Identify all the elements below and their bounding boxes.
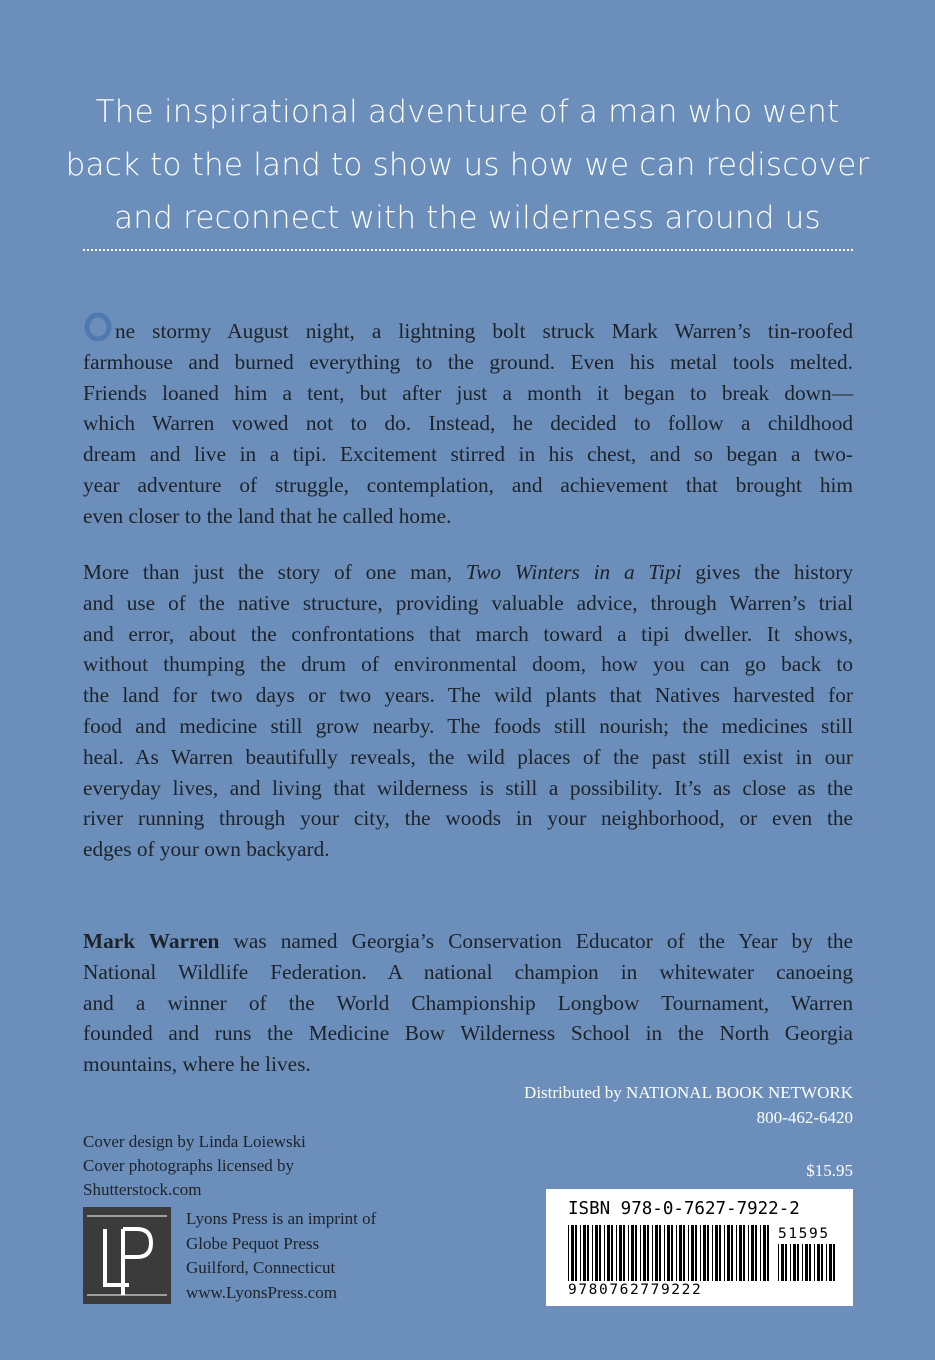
barcode-bar — [802, 1244, 803, 1281]
barcode-bar — [724, 1225, 725, 1281]
barcode-bar — [659, 1225, 661, 1281]
paragraph-line: and use of the native structure, providing valuable advice, through Warren’s trial — [83, 590, 853, 615]
barcode-bar — [700, 1225, 701, 1281]
barcode-bar — [817, 1244, 820, 1281]
barcode-bar — [679, 1225, 682, 1281]
paragraph-line: mountains, where he lives. — [83, 1052, 311, 1077]
barcode-bar — [805, 1244, 808, 1281]
barcode-bar — [712, 1225, 713, 1281]
barcode-bar — [781, 1244, 784, 1281]
paragraph-line: Friends loaned him a tent, but after just a month it began to break down— — [83, 380, 853, 405]
description-paragraph-2 — [83, 557, 853, 865]
barcode-bar — [790, 1244, 791, 1281]
publisher-info — [186, 1207, 376, 1305]
barcode-bar — [607, 1225, 610, 1281]
barcode-bar — [703, 1225, 706, 1281]
author-bio — [83, 926, 853, 1080]
barcode-bar — [592, 1225, 593, 1281]
barcode-bar — [652, 1225, 653, 1281]
barcode-bar — [616, 1225, 617, 1281]
publisher-line: Lyons Press is an imprint of — [186, 1209, 377, 1228]
author-name: Mark Warren — [83, 929, 220, 953]
paragraph-line: even closer to the land that he called home. — [83, 503, 452, 528]
barcode-bar — [797, 1244, 799, 1281]
paragraph-line: dream and live in a tipi. Excitement stirred in his chest, and so began a two- — [83, 442, 853, 467]
barcode-bar — [667, 1225, 670, 1281]
barcode-bar — [743, 1225, 745, 1281]
drop-cap-o — [83, 312, 113, 342]
paragraph-line: founded and runs the Medicine Bow Wilderness School in the North Georgia — [83, 1021, 853, 1046]
book-title: Two Winters in a Tipi — [465, 560, 682, 584]
paragraph-line: the land for two days or two years. The wild plants that Natives harvested for — [83, 683, 853, 708]
barcode-bar — [583, 1225, 586, 1281]
paragraph-line: river running through your city, the woods in your neighborhood, or even the — [83, 806, 853, 831]
barcode-bar — [623, 1225, 625, 1281]
lyons-press-logo — [83, 1207, 171, 1304]
barcode-bar — [751, 1225, 754, 1281]
paragraph-line: year adventure of struggle, contemplation, and achievement that brought him — [83, 472, 853, 497]
ean-digits: 9780762779222 — [568, 1282, 703, 1298]
paragraph-line: without thumping the drum of environmental doom, how you can go back to — [83, 652, 853, 677]
credit-line: Cover design by Linda Loiewski — [83, 1132, 306, 1151]
barcode-bar — [748, 1225, 749, 1281]
paragraph-line: which Warren vowed not to do. Instead, he decided to follow a childhood — [83, 411, 853, 436]
barcode-bar — [655, 1225, 658, 1281]
barcode-bar — [599, 1225, 601, 1281]
barcode-bar — [755, 1225, 757, 1281]
barcode-bar — [826, 1244, 827, 1281]
barcode-bar — [814, 1244, 815, 1281]
publisher-website: www.LyonsPress.com — [186, 1282, 337, 1302]
barcode-bar — [739, 1225, 742, 1281]
distributor-phone: 800-462-6420 — [756, 1108, 853, 1127]
barcode-bar — [760, 1225, 761, 1281]
paragraph-text: More than just the story of one man, — [83, 560, 466, 584]
paragraph-line: heal. As Warren beautifully reveals, the wild places of the past still exist in our — [83, 744, 853, 769]
price-code-digits: 51595 — [778, 1226, 830, 1242]
barcode-bar — [643, 1225, 646, 1281]
barcode-bar — [707, 1225, 709, 1281]
barcode-bar — [829, 1244, 832, 1281]
barcode-bar — [793, 1244, 796, 1281]
barcode-bar — [833, 1244, 835, 1281]
paragraph-line: ne stormy August night, a lightning bolt struck Mark Warren’s tin-roofed — [115, 319, 853, 343]
barcode-bar — [767, 1225, 769, 1281]
barcode-bar — [631, 1225, 634, 1281]
credit-line: Shutterstock.com — [83, 1180, 202, 1199]
paragraph-line: farmhouse and burned everything to the ground. Even his metal tools melted. — [83, 349, 853, 374]
barcode-bar — [647, 1225, 649, 1281]
barcode-bar — [628, 1225, 629, 1281]
isbn-number: ISBN 978-0-7627-7922-2 — [568, 1199, 800, 1219]
barcode-bar — [640, 1225, 641, 1281]
barcode-bar — [635, 1225, 637, 1281]
tagline-line: back to the land to show us how we can rediscover — [65, 147, 870, 183]
description-paragraph-1 — [83, 312, 853, 532]
barcode-bar — [778, 1244, 779, 1281]
barcode-bar — [688, 1225, 689, 1281]
barcode-bar — [727, 1225, 730, 1281]
publisher-line: Globe Pequot Press — [186, 1233, 320, 1253]
cover-credits — [83, 1130, 306, 1202]
barcode-bar — [571, 1225, 574, 1281]
paragraph-line: everyday lives, and living that wilderness is still a possibility. It’s as close as the — [83, 775, 853, 800]
barcode-bar — [664, 1225, 665, 1281]
barcode-bar — [785, 1244, 787, 1281]
paragraph-text: was named Georgia’s Conservation Educator of the Year by the — [219, 929, 853, 953]
barcode-bar — [595, 1225, 598, 1281]
distributor-name: Distributed by NATIONAL BOOK NETWORK — [524, 1083, 853, 1102]
publisher-line: Guilford, Connecticut — [186, 1258, 336, 1277]
barcode-bar — [568, 1225, 569, 1281]
barcode-bar — [619, 1225, 622, 1281]
barcode-bar — [715, 1225, 718, 1281]
barcode-bar — [731, 1225, 733, 1281]
paragraph-line: and a winner of the World Championship Longbow Tournament, Warren — [83, 990, 853, 1015]
lp-monogram-icon — [83, 1207, 171, 1304]
paragraph-line: National Wildlife Federation. A national champion in whitewater canoeing — [83, 959, 853, 984]
barcode-bar — [671, 1225, 673, 1281]
barcode-bar — [763, 1225, 766, 1281]
paragraph-line: edges of your own backyard. — [83, 837, 330, 862]
barcode-bar — [821, 1244, 823, 1281]
paragraph-line: and error, about the confrontations that march toward a tipi dweller. It shows, — [83, 621, 853, 646]
barcode-bar — [809, 1244, 811, 1281]
tagline-line: The inspirational adventure of a man who went — [95, 94, 840, 130]
barcode-bar — [691, 1225, 694, 1281]
paragraph-text: gives the history — [681, 560, 854, 584]
price: $15.95 — [806, 1161, 853, 1180]
distributor-info — [524, 1080, 853, 1130]
barcode-bar — [575, 1225, 577, 1281]
credit-line: Cover photographs licensed by — [83, 1156, 295, 1175]
dotted-divider — [83, 249, 853, 251]
barcode-bar — [683, 1225, 685, 1281]
barcode-bar — [580, 1225, 581, 1281]
barcode-bar — [611, 1225, 613, 1281]
barcode-bar — [719, 1225, 721, 1281]
isbn-barcode — [546, 1189, 853, 1306]
barcode-bar — [695, 1225, 697, 1281]
barcode-bar — [676, 1225, 677, 1281]
tagline-line: and reconnect with the wilderness around us — [114, 200, 821, 236]
barcode-bar — [604, 1225, 605, 1281]
barcode-bar — [587, 1225, 589, 1281]
barcode-bar — [736, 1225, 737, 1281]
tagline — [40, 86, 895, 245]
paragraph-line: food and medicine still grow nearby. The foods still nourish; the medicines still — [83, 713, 853, 738]
